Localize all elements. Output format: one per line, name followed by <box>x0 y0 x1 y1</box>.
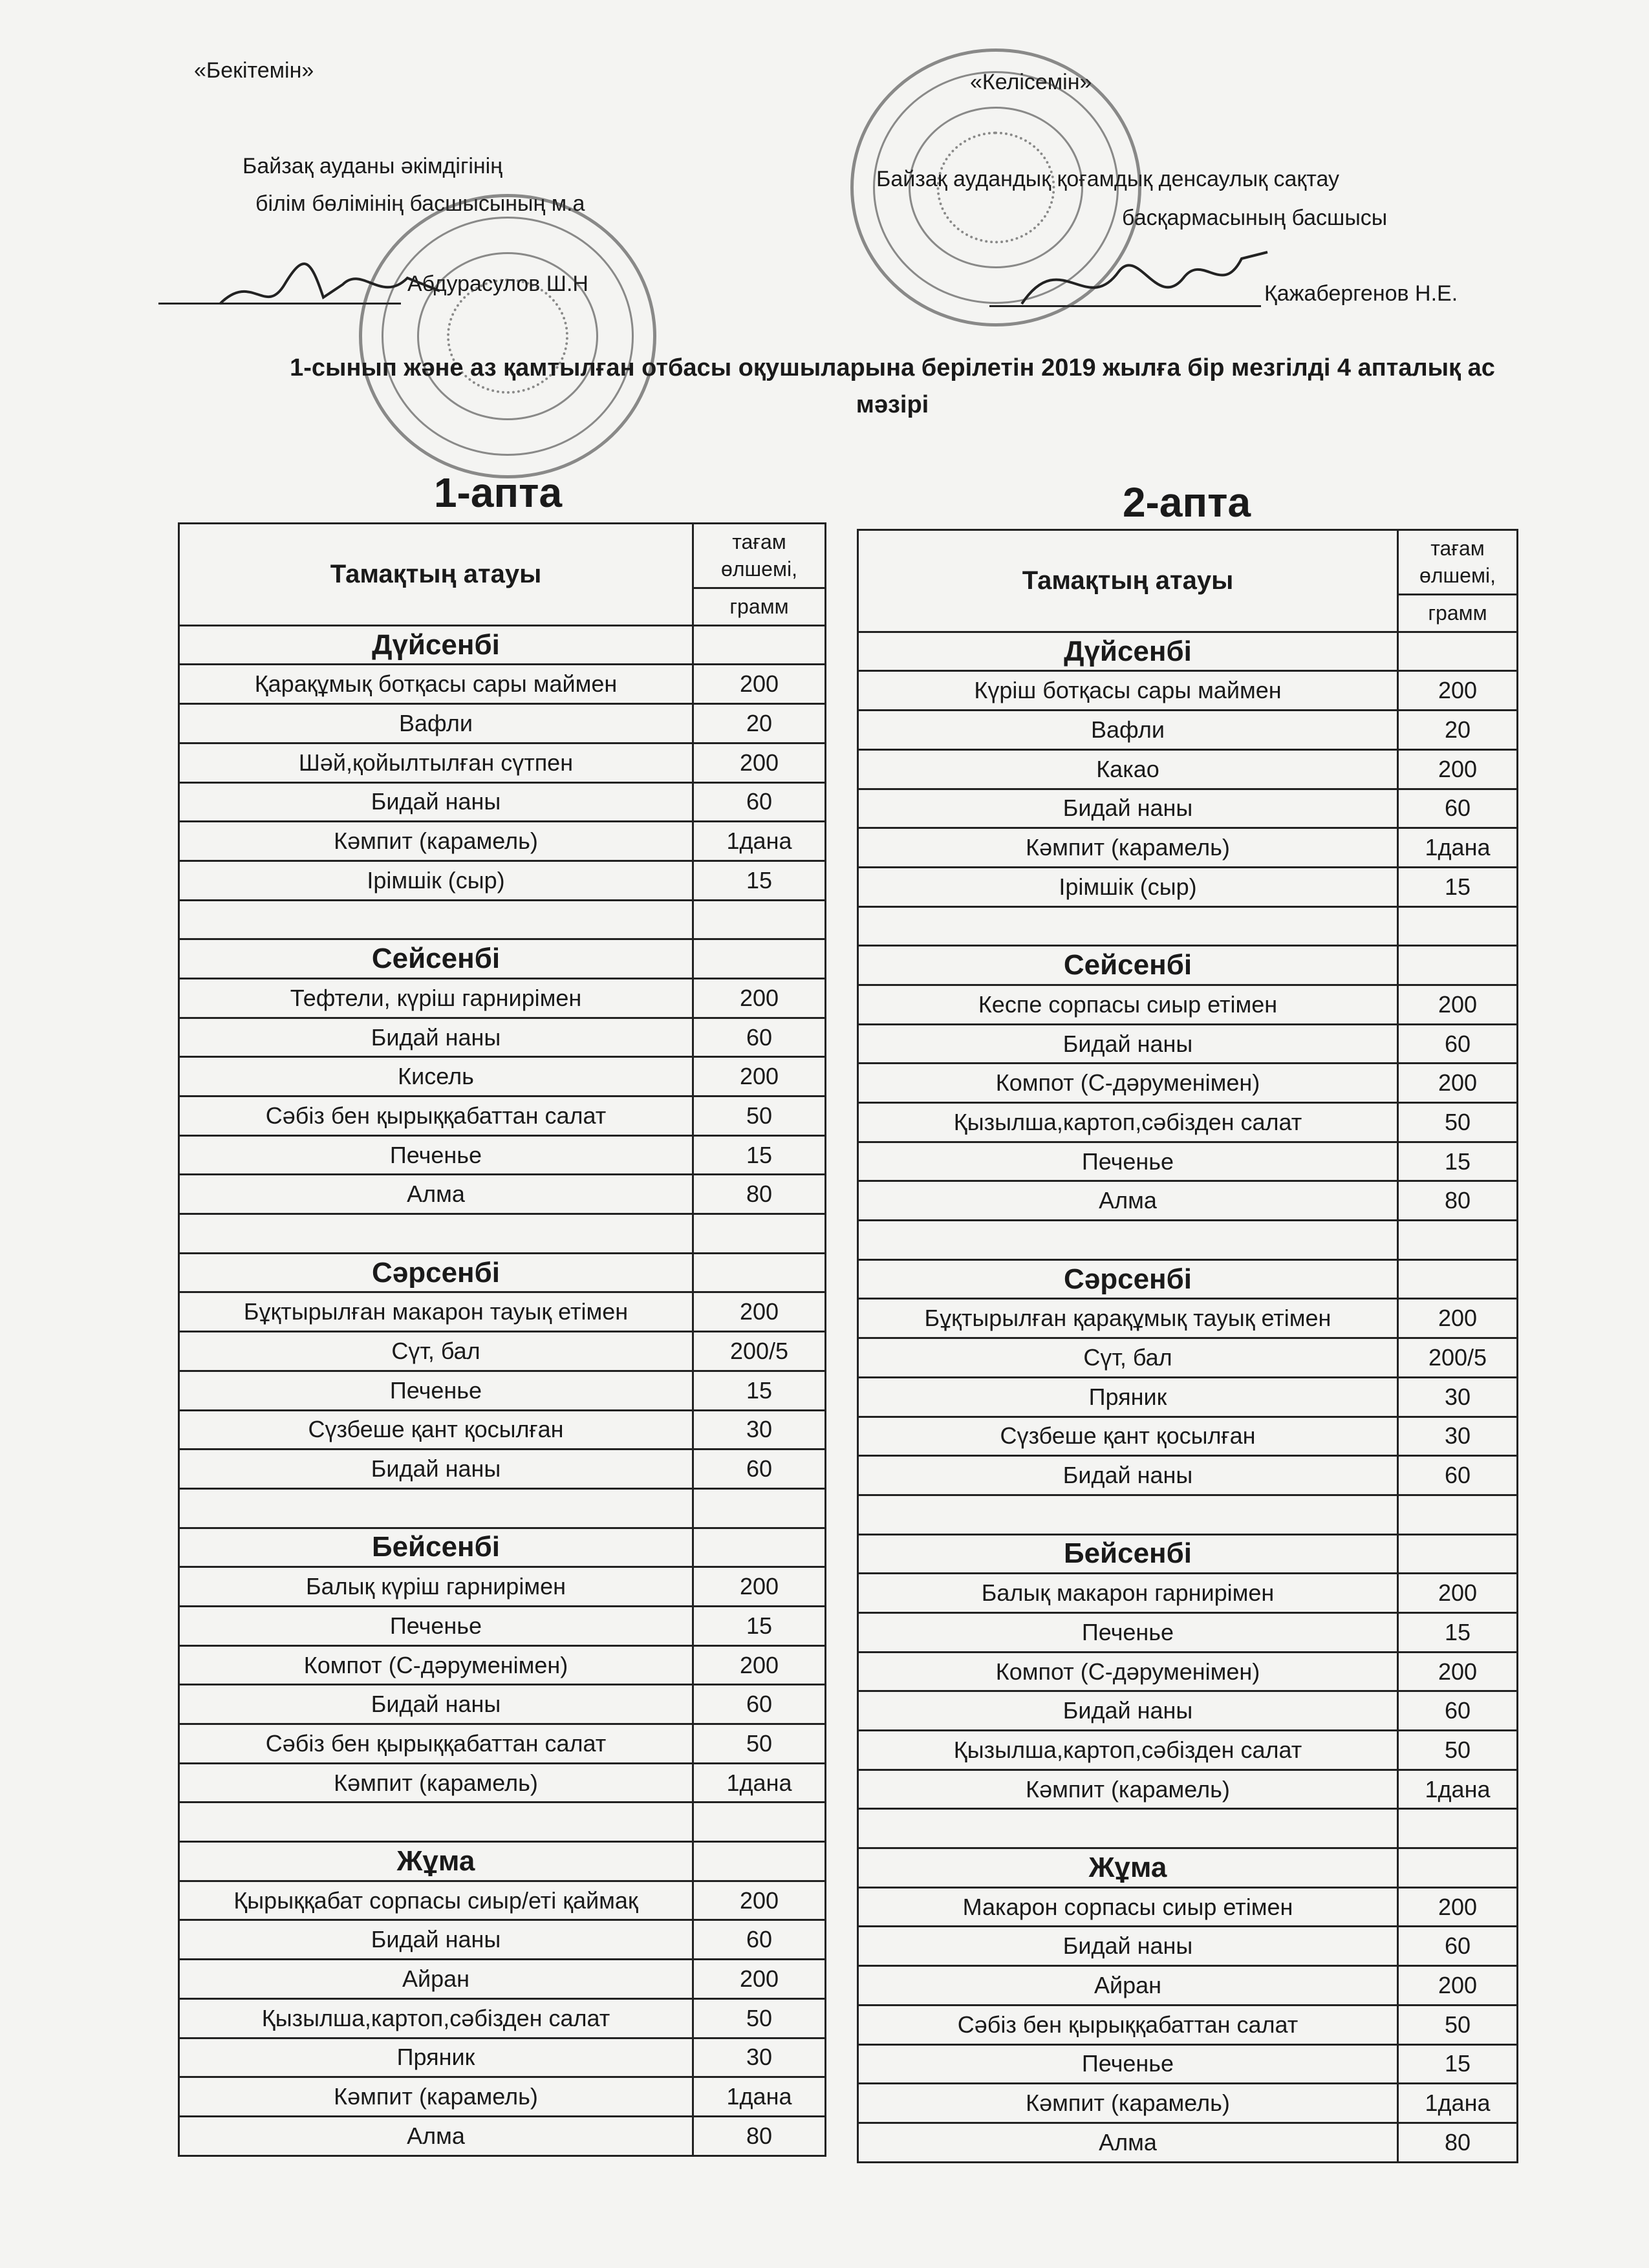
dish-name: Сәбіз бен қырыққабаттан салат <box>179 1097 693 1136</box>
table-row <box>179 1292 826 1332</box>
table-row <box>179 861 826 900</box>
dish-name: Пряник <box>179 2038 693 2077</box>
table-row <box>179 822 826 861</box>
table-row <box>179 1685 826 1724</box>
day-qty-empty <box>693 625 826 665</box>
dish-name: Бұқтырылған қарақұмық тауық етімен <box>858 1299 1398 1338</box>
day-qty-empty <box>693 939 826 979</box>
dish-qty: 50 <box>693 1724 826 1764</box>
day-row <box>858 632 1518 671</box>
dish-qty: 50 <box>693 1998 826 2038</box>
dish-name: Бидай наны <box>179 1450 693 1489</box>
day-qty-empty <box>1398 632 1518 671</box>
dish-name: Бидай наны <box>858 1691 1398 1731</box>
table-row <box>858 828 1518 868</box>
dish-name: Кәмпит (карамель) <box>179 822 693 861</box>
day-row <box>858 1259 1518 1299</box>
table-row <box>858 1338 1518 1378</box>
dish-qty: 200 <box>1398 749 1518 789</box>
table-header-row <box>858 530 1518 595</box>
dish-name: Кәмпит (карамель) <box>858 828 1398 868</box>
dish-qty: 60 <box>1398 1691 1518 1731</box>
dish-name: Қызылша,картоп,сәбізден салат <box>179 1998 693 2038</box>
dish-name: Тефтели, күріш гарнирімен <box>179 978 693 1018</box>
table-row <box>179 1175 826 1214</box>
table-row <box>179 2077 826 2117</box>
table-row <box>858 671 1518 711</box>
dish-qty: 200 <box>1398 1299 1518 1338</box>
week-2-title: 2-апта <box>1122 479 1251 526</box>
dish-qty: 200 <box>1398 1887 1518 1927</box>
dish-name: Бидай наны <box>179 1685 693 1724</box>
dish-name: Бидай наны <box>858 1927 1398 1966</box>
dish-name: Сүт, бал <box>179 1332 693 1371</box>
table-row <box>858 867 1518 906</box>
day-row <box>179 1253 826 1292</box>
dish-name: Печенье <box>179 1371 693 1410</box>
dish-qty: 15 <box>693 861 826 900</box>
table-row <box>179 1763 826 1803</box>
dish-name: Қарақұмық ботқасы сары маймен <box>179 665 693 704</box>
dish-name: Балық күріш гарнирімен <box>179 1567 693 1607</box>
dish-name: Кеспе сорпасы сиыр етімен <box>858 985 1398 1024</box>
dish-qty: 200 <box>1398 671 1518 711</box>
dish-qty: 60 <box>1398 1456 1518 1495</box>
day-name: Дүйсенбі <box>858 632 1398 671</box>
dish-qty: 60 <box>693 1018 826 1057</box>
dish-qty: 200 <box>693 1057 826 1097</box>
dish-name: Печенье <box>858 1612 1398 1652</box>
dish-name: Ірімшік (сыр) <box>858 867 1398 906</box>
table-row <box>179 665 826 704</box>
dish-qty: 15 <box>693 1371 826 1410</box>
dish-qty: 200 <box>1398 1966 1518 2006</box>
dish-qty: 60 <box>693 1450 826 1489</box>
approver-org-line1: Байзақ ауданы әкімдігінің <box>242 154 503 178</box>
day-row <box>179 1842 826 1881</box>
table-row <box>179 1606 826 1645</box>
dish-name: Компот (С-дәруменімен) <box>858 1652 1398 1691</box>
dish-name: Печенье <box>179 1135 693 1175</box>
dish-name: Қырыққабат сорпасы сиыр/еті қаймақ <box>179 1881 693 1920</box>
dish-qty: 60 <box>1398 1927 1518 1966</box>
table-row <box>858 1456 1518 1495</box>
table-header-row <box>179 524 826 588</box>
table-row <box>858 789 1518 828</box>
day-row <box>858 1534 1518 1574</box>
table-row <box>858 1691 1518 1731</box>
empty-cell <box>693 900 826 939</box>
table-row <box>858 1574 1518 1613</box>
table-row <box>858 749 1518 789</box>
agreer-name: Қажабергенов Н.Е. <box>1264 281 1458 306</box>
dish-name: Бұқтырылған макарон тауық етімен <box>179 1292 693 1332</box>
dish-qty: 60 <box>1398 1024 1518 1064</box>
dish-qty: 200 <box>693 1881 826 1920</box>
dish-qty: 200 <box>693 1645 826 1685</box>
day-qty-empty <box>1398 946 1518 985</box>
table-row <box>179 743 826 782</box>
day-qty-empty <box>1398 1534 1518 1574</box>
dish-name: Сәбіз бен қырыққабаттан салат <box>179 1724 693 1764</box>
dish-qty: 80 <box>693 1175 826 1214</box>
spacer-row <box>179 1803 826 1842</box>
dish-name: Вафли <box>179 704 693 744</box>
dish-qty: 1дана <box>693 1763 826 1803</box>
dish-name: Алма <box>858 1181 1398 1221</box>
dish-qty: 30 <box>693 2038 826 2077</box>
dish-qty: 200 <box>693 1292 826 1332</box>
col-header-measure: тағам өлшемі, <box>1398 530 1518 595</box>
dish-name: Сүзбеше қант қосылған <box>858 1417 1398 1456</box>
table-row <box>858 1966 1518 2006</box>
dish-name: Печенье <box>179 1606 693 1645</box>
empty-cell <box>1398 1495 1518 1534</box>
col-header-unit: грамм <box>1398 595 1518 632</box>
col-header-measure: тағам өлшемі, <box>693 524 826 588</box>
table-row <box>858 2005 1518 2044</box>
dish-name: Вафли <box>858 711 1398 750</box>
dish-qty: 1дана <box>1398 2084 1518 2123</box>
table-row <box>179 1018 826 1057</box>
empty-cell <box>693 1214 826 1254</box>
table-row <box>179 1332 826 1371</box>
empty-cell <box>1398 1809 1518 1848</box>
dish-qty: 200 <box>1398 1652 1518 1691</box>
official-seal-left <box>359 194 656 478</box>
dish-qty: 60 <box>693 1920 826 1960</box>
dish-qty: 200 <box>693 743 826 782</box>
dish-name: Печенье <box>858 2044 1398 2084</box>
week-1-title: 1-апта <box>433 469 563 516</box>
dish-qty: 30 <box>1398 1417 1518 1456</box>
dish-name: Бидай наны <box>179 1018 693 1057</box>
dish-qty: 50 <box>693 1097 826 1136</box>
dish-qty: 1дана <box>1398 1770 1518 1809</box>
document-title-line2: мәзірі <box>856 391 929 418</box>
table-row <box>858 1731 1518 1770</box>
dish-name: Алма <box>179 2116 693 2156</box>
spacer-row <box>858 1809 1518 1848</box>
empty-cell <box>1398 906 1518 946</box>
agreer-org-line1: Байзақ аудандық қоғамдық денсаулық сақтау <box>876 167 1340 191</box>
day-name: Бейсенбі <box>858 1534 1398 1574</box>
approved-label: «Бекітемін» <box>194 58 314 83</box>
spacer-row <box>858 1221 1518 1260</box>
table-row <box>179 782 826 822</box>
spacer-row <box>858 1495 1518 1534</box>
dish-name: Бидай наны <box>858 789 1398 828</box>
dish-qty: 15 <box>693 1606 826 1645</box>
agreed-label: «Келісемін» <box>970 70 1092 94</box>
dish-name: Кәмпит (карамель) <box>858 1770 1398 1809</box>
empty-cell <box>179 900 693 939</box>
dish-name: Кисель <box>179 1057 693 1097</box>
empty-cell <box>179 1803 693 1842</box>
table-row <box>858 1377 1518 1417</box>
day-name: Дүйсенбі <box>179 625 693 665</box>
empty-cell <box>179 1488 693 1528</box>
table-row <box>179 1450 826 1489</box>
table-row <box>858 1417 1518 1456</box>
table-row <box>858 711 1518 750</box>
table-row <box>179 1371 826 1410</box>
day-name: Сәрсенбі <box>858 1259 1398 1299</box>
dish-qty: 200 <box>1398 985 1518 1024</box>
day-name: Жұма <box>179 1842 693 1881</box>
empty-cell <box>858 1221 1398 1260</box>
table-row <box>179 1567 826 1607</box>
table-row <box>179 1097 826 1136</box>
agreer-signature <box>1009 233 1280 323</box>
empty-cell <box>179 1214 693 1254</box>
dish-name: Айран <box>179 1960 693 1999</box>
day-qty-empty <box>693 1253 826 1292</box>
col-header-name: Тамақтың атауы <box>179 524 693 626</box>
dish-qty: 15 <box>1398 867 1518 906</box>
table-row <box>179 1135 826 1175</box>
empty-cell <box>858 906 1398 946</box>
dish-qty: 15 <box>693 1135 826 1175</box>
table-row <box>179 1724 826 1764</box>
dish-name: Айран <box>858 1966 1398 2006</box>
day-row <box>179 1528 826 1567</box>
dish-name: Бидай наны <box>179 1920 693 1960</box>
col-header-unit: грамм <box>693 588 826 626</box>
table-row <box>179 1960 826 1999</box>
dish-qty: 15 <box>1398 2044 1518 2084</box>
dish-qty: 1дана <box>693 822 826 861</box>
table-row <box>858 2044 1518 2084</box>
dish-name: Қызылша,картоп,сәбізден салат <box>858 1731 1398 1770</box>
table-row <box>179 1410 826 1450</box>
spacer-row <box>858 906 1518 946</box>
dish-qty: 200 <box>693 1567 826 1607</box>
day-name: Сейсенбі <box>858 946 1398 985</box>
dish-name: Бидай наны <box>858 1024 1398 1064</box>
dish-name: Бидай наны <box>179 782 693 822</box>
dish-name: Кәмпит (карамель) <box>179 1763 693 1803</box>
day-name: Бейсенбі <box>179 1528 693 1567</box>
dish-qty: 200 <box>693 978 826 1018</box>
dish-name: Шәй,қойылтылған сүтпен <box>179 743 693 782</box>
table-row <box>858 1612 1518 1652</box>
day-qty-empty <box>693 1528 826 1567</box>
day-name: Сейсенбі <box>179 939 693 979</box>
approver-signature <box>213 246 446 323</box>
table-row <box>858 1103 1518 1142</box>
table-row <box>179 2116 826 2156</box>
dish-name: Қызылша,картоп,сәбізден салат <box>858 1103 1398 1142</box>
day-row <box>179 625 826 665</box>
dish-name: Макарон сорпасы сиыр етімен <box>858 1887 1398 1927</box>
empty-cell <box>693 1803 826 1842</box>
dish-name: Алма <box>858 2123 1398 2162</box>
table-row <box>179 704 826 744</box>
table-row <box>179 1057 826 1097</box>
table-row <box>179 1881 826 1920</box>
table-row <box>179 1920 826 1960</box>
dish-qty: 200 <box>1398 1574 1518 1613</box>
dish-name: Балық макарон гарнирімен <box>858 1574 1398 1613</box>
week-2-menu-table <box>857 529 1518 2163</box>
table-row <box>858 1887 1518 1927</box>
day-name: Жұма <box>858 1848 1398 1888</box>
dish-qty: 30 <box>693 1410 826 1450</box>
day-qty-empty <box>693 1842 826 1881</box>
table-row <box>858 2123 1518 2162</box>
day-qty-empty <box>1398 1259 1518 1299</box>
day-name: Сәрсенбі <box>179 1253 693 1292</box>
dish-qty: 20 <box>693 704 826 744</box>
dish-name: Бидай наны <box>858 1456 1398 1495</box>
dish-qty: 80 <box>1398 1181 1518 1221</box>
spacer-row <box>179 1214 826 1254</box>
dish-qty: 200/5 <box>693 1332 826 1371</box>
empty-cell <box>858 1495 1398 1534</box>
empty-cell <box>693 1488 826 1528</box>
table-row <box>858 1024 1518 1064</box>
dish-name: Какао <box>858 749 1398 789</box>
table-row <box>858 985 1518 1024</box>
table-row <box>179 1645 826 1685</box>
table-row <box>858 2084 1518 2123</box>
dish-qty: 60 <box>693 782 826 822</box>
day-row <box>858 946 1518 985</box>
dish-qty: 50 <box>1398 1103 1518 1142</box>
table-row <box>179 978 826 1018</box>
dish-qty: 200 <box>693 665 826 704</box>
dish-qty: 20 <box>1398 711 1518 750</box>
col-header-name: Тамақтың атауы <box>858 530 1398 632</box>
approver-name: Абдурасулов Ш.Н <box>407 272 588 296</box>
table-row <box>858 1770 1518 1809</box>
dish-name: Сүт, бал <box>858 1338 1398 1378</box>
dish-qty: 60 <box>1398 789 1518 828</box>
table-row <box>858 1652 1518 1691</box>
day-qty-empty <box>1398 1848 1518 1888</box>
dish-qty: 1дана <box>693 2077 826 2117</box>
dish-name: Сүзбеше қант қосылған <box>179 1410 693 1450</box>
spacer-row <box>179 900 826 939</box>
table-row <box>858 1064 1518 1103</box>
dish-name: Печенье <box>858 1142 1398 1181</box>
dish-qty: 30 <box>1398 1377 1518 1417</box>
dish-qty: 200/5 <box>1398 1338 1518 1378</box>
table-row <box>858 1299 1518 1338</box>
dish-qty: 80 <box>1398 2123 1518 2162</box>
dish-name: Сәбіз бен қырыққабаттан салат <box>858 2005 1398 2044</box>
dish-name: Ірімшік (сыр) <box>179 861 693 900</box>
dish-name: Пряник <box>858 1377 1398 1417</box>
empty-cell <box>1398 1221 1518 1260</box>
dish-qty: 50 <box>1398 2005 1518 2044</box>
dish-name: Кәмпит (карамель) <box>858 2084 1398 2123</box>
dish-qty: 50 <box>1398 1731 1518 1770</box>
table-row <box>858 1142 1518 1181</box>
dish-name: Компот (С-дәруменімен) <box>858 1064 1398 1103</box>
document-title-line1: 1-сынып және аз қамтылған отбасы оқушыларына берілетін 2019 жылға бір мезгілді 4 апталық ас <box>290 354 1495 381</box>
dish-qty: 60 <box>693 1685 826 1724</box>
dish-name: Кәмпит (карамель) <box>179 2077 693 2117</box>
dish-qty: 1дана <box>1398 828 1518 868</box>
approver-org-line2: білім бөлімінің басшысының м.а <box>255 191 585 216</box>
dish-name: Алма <box>179 1175 693 1214</box>
dish-qty: 200 <box>1398 1064 1518 1103</box>
agreer-org-line2: басқармасының басшысы <box>1122 206 1388 230</box>
dish-name: Күріш ботқасы сары маймен <box>858 671 1398 711</box>
dish-qty: 15 <box>1398 1142 1518 1181</box>
table-row <box>179 1998 826 2038</box>
week-1-menu-table <box>178 522 826 2157</box>
empty-cell <box>858 1809 1398 1848</box>
dish-qty: 80 <box>693 2116 826 2156</box>
day-row <box>858 1848 1518 1888</box>
dish-qty: 200 <box>693 1960 826 1999</box>
table-row <box>858 1927 1518 1966</box>
dish-name: Компот (С-дәруменімен) <box>179 1645 693 1685</box>
day-row <box>179 939 826 979</box>
dish-qty: 15 <box>1398 1612 1518 1652</box>
table-row <box>179 2038 826 2077</box>
spacer-row <box>179 1488 826 1528</box>
table-row <box>858 1181 1518 1221</box>
